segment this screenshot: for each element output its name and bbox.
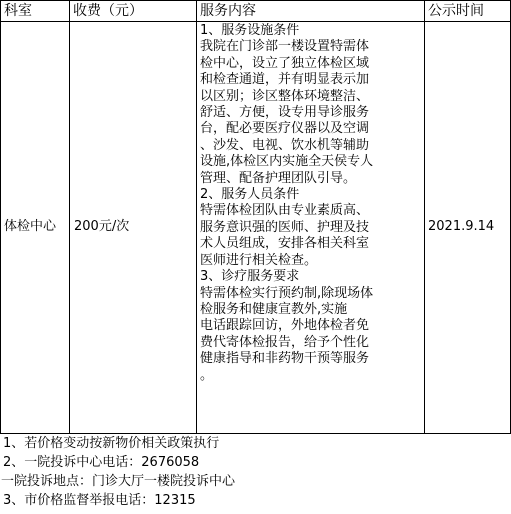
header-fee: 收费（元） xyxy=(73,3,143,19)
service-content-cell xyxy=(197,23,424,433)
header-service-content: 服务内容 xyxy=(200,3,256,19)
content-line: 特需体检团队由专业素质高、 xyxy=(200,203,370,219)
announce-date-value: 2021.9.14 xyxy=(428,219,495,235)
note-price-hotline: 3、市价格监督举报电话：12315 xyxy=(3,493,196,508)
content-line: 。 xyxy=(200,367,214,383)
content-line: 1、服务设施条件 xyxy=(200,23,300,38)
content-line: 2、服务人员条件 xyxy=(200,187,300,203)
content-line: 和检查通道，并有明显表示加 xyxy=(200,72,370,88)
department-name: 体检中心 xyxy=(4,219,57,235)
content-line: 设施,体检区内实施全天侯专人 xyxy=(200,154,374,170)
content-line: 费代寄体检报告，给予个性化 xyxy=(200,334,370,350)
content-line: 我院在门诊部一楼设置特需体 xyxy=(200,39,370,55)
announce-date-cell xyxy=(425,22,510,433)
content-line: 检服务和健康宣教外,实施 xyxy=(200,301,348,317)
note-complaint-phone: 2、一院投诉中心电话：2676058 xyxy=(3,455,200,470)
content-line: 电话跟踪回访，外地体检者免 xyxy=(200,318,370,334)
content-line: 台，配必要医疗仪器以及空调 xyxy=(200,121,370,137)
content-line: 术人员组成，安排各相关科室 xyxy=(200,236,370,252)
content-line: 检中心，设立了独立体检区域 xyxy=(200,55,370,71)
content-line: 舒适、方便，设专用导诊服务 xyxy=(200,105,370,121)
content-line: 健康指导和非药物干预等服务 xyxy=(200,351,370,367)
header-announce-date: 公示时间 xyxy=(428,3,484,19)
header-department: 科室 xyxy=(4,3,32,19)
content-line: 服务意识强的医师、护理及技 xyxy=(200,219,370,235)
content-line: 特需体检实行预约制,除现场体 xyxy=(200,285,374,301)
content-line: 管理、配备护理团队引导。 xyxy=(200,170,357,186)
note-price-change: 1、若价格变动按新物价相关政策执行 xyxy=(3,436,220,451)
note-complaint-location: 一院投诉地点：门诊大厅一楼院投诉中心 xyxy=(1,474,236,489)
row-divider xyxy=(0,433,511,434)
content-line: 以区别；诊区整体环境整洁、 xyxy=(200,88,370,104)
department-cell xyxy=(1,22,69,433)
content-line: 医师进行相关检查。 xyxy=(200,252,318,268)
content-line: 3、诊疗服务要求 xyxy=(200,269,300,285)
content-line: 、沙发、电视、饮水机等辅助 xyxy=(200,137,370,153)
fee-value: 200元/次 xyxy=(74,219,130,235)
fee-cell xyxy=(70,22,196,433)
